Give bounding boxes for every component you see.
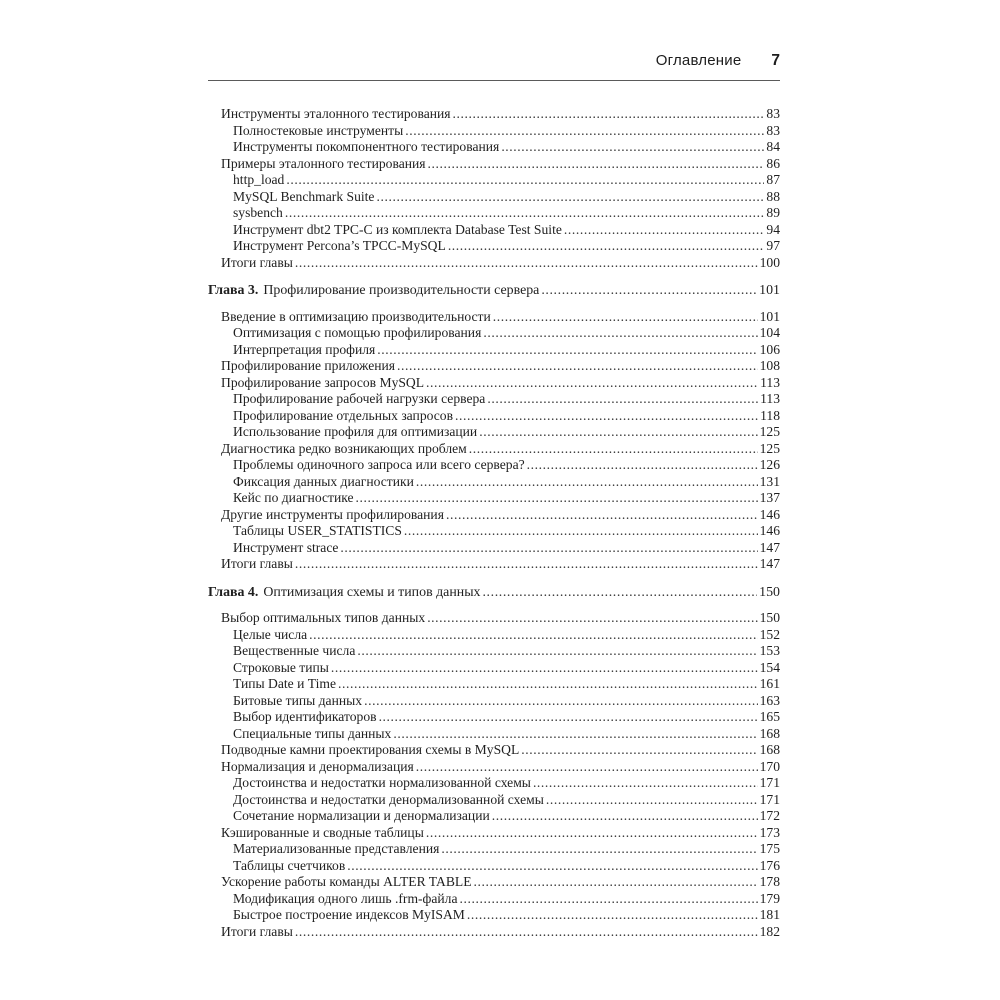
- toc-entry-title: Интерпретация профиля: [233, 341, 376, 357]
- toc-entry-title: Использование профиля для оптимизации: [233, 424, 478, 439]
- dot-leader: [446, 507, 758, 524]
- toc-page-number: 108: [759, 358, 780, 373]
- toc-entry-title: Фиксация данных диагностики: [233, 473, 414, 489]
- toc-entry-row: [208, 759, 780, 776]
- toc-entry-title: Выбор оптимальных типов данных: [221, 610, 426, 625]
- toc-entry-title: Профилирование запросов MySQL: [221, 374, 425, 390]
- toc-page-number: 179: [759, 890, 780, 906]
- toc-page-number: 146: [759, 523, 780, 538]
- toc-entry-row: [208, 660, 780, 677]
- dot-leader: [295, 255, 758, 272]
- toc-entry-title: Битовые типы данных: [233, 692, 363, 708]
- toc-entry-row: [208, 255, 780, 272]
- dot-leader: [501, 139, 764, 156]
- toc-entry-title: Достоинства и недостатки денормализованной схемы: [233, 791, 544, 807]
- dot-leader: [379, 709, 758, 726]
- dot-leader: [469, 441, 758, 458]
- toc-entry-title: Специальные типы данных: [233, 725, 392, 741]
- toc-entry-row: [208, 808, 780, 825]
- toc-entry-title: Оптимизация схемы и типов данных: [263, 584, 481, 600]
- dot-leader: [487, 391, 758, 408]
- toc-entry-row: [208, 408, 780, 425]
- dot-leader: [493, 309, 758, 326]
- toc-entry-row: [208, 358, 780, 375]
- toc-entry-row: [208, 858, 780, 875]
- dot-leader: [474, 874, 758, 891]
- toc-page-number: 178: [759, 874, 780, 889]
- toc-entry-title: Инструменты покомпонентного тестирования: [233, 139, 500, 154]
- toc-entry-title: Профилирование отдельных запросов: [233, 407, 453, 423]
- dot-leader: [533, 775, 758, 792]
- dot-leader: [426, 375, 758, 392]
- toc-entry-row: [208, 106, 780, 123]
- toc-page-number: 100: [759, 254, 780, 270]
- toc-entry-row: [208, 627, 780, 644]
- toc-entry-title: Итоги главы: [221, 923, 293, 939]
- dot-leader: [405, 123, 764, 140]
- dot-leader: [453, 106, 765, 123]
- toc-entry-row: [208, 205, 780, 222]
- toc-page-number: 131: [759, 473, 780, 489]
- toc-entry-row: [208, 726, 780, 743]
- toc-entry-title: Сочетание нормализации и денормализации: [233, 808, 490, 823]
- toc-page-number: 88: [766, 188, 780, 204]
- toc-entry-row: [208, 709, 780, 726]
- toc-entry-title: Примеры эталонного тестирования: [221, 155, 426, 171]
- toc-entry-row: [208, 441, 780, 458]
- toc-page-number: 153: [759, 643, 780, 658]
- toc-entry-title: Введение в оптимизацию производительности: [221, 308, 491, 324]
- toc-entry-row: [208, 172, 780, 189]
- toc-entry-title: Типы Date и Time: [233, 676, 336, 691]
- chapter-prefix: Глава 3.: [208, 283, 259, 298]
- dot-leader: [460, 891, 758, 908]
- toc-entry-row: [208, 693, 780, 710]
- dot-leader: [377, 342, 757, 359]
- dot-leader: [338, 676, 758, 693]
- toc-entry-row: [208, 676, 780, 693]
- toc-entry-row: [208, 775, 780, 792]
- toc-entry-title: Проблемы одиночного запроса или всего сервера?: [233, 457, 525, 472]
- toc-entry-title: Итоги главы: [221, 556, 293, 571]
- dot-leader: [416, 759, 758, 776]
- toc-page-number: 126: [759, 457, 780, 472]
- dot-leader: [295, 556, 758, 573]
- toc-page-number: 171: [759, 775, 780, 790]
- dot-leader: [482, 585, 757, 602]
- toc-entry-title: Другие инструменты профилирования: [221, 506, 444, 522]
- toc-page-number: 154: [759, 659, 780, 675]
- dot-leader: [285, 205, 765, 222]
- toc-entry-row: [208, 309, 780, 326]
- dot-leader: [564, 222, 765, 239]
- toc-entry-row: [208, 189, 780, 206]
- toc-entry-title: Инструменты эталонного тестирования: [221, 106, 451, 121]
- dot-leader: [364, 693, 758, 710]
- toc-entry-row: [208, 523, 780, 540]
- toc-page-number: 83: [766, 106, 780, 121]
- toc-page-number: 113: [760, 374, 780, 390]
- dot-leader: [356, 490, 758, 507]
- dot-leader: [455, 408, 758, 425]
- table-of-contents: [208, 106, 780, 940]
- page-header: [208, 52, 780, 70]
- toc-page-number: 161: [759, 676, 780, 691]
- dot-leader: [416, 474, 758, 491]
- toc-entry-title: Инструмент Percona’s TPCC-MySQL: [233, 238, 446, 253]
- toc-page-number: 106: [759, 341, 780, 357]
- toc-page-number: 165: [759, 709, 780, 724]
- toc-page-number: 118: [760, 407, 780, 423]
- toc-entry-row: [208, 742, 780, 759]
- toc-entry-title: Профилирование рабочей нагрузки сервера: [233, 391, 486, 406]
- dot-leader: [393, 726, 757, 743]
- toc-entry-title: Ускорение работы команды ALTER TABLE: [221, 874, 472, 889]
- toc-entry-title: http_load: [233, 172, 285, 187]
- toc-entry-row: [208, 457, 780, 474]
- toc-entry-title: sysbench: [233, 205, 283, 220]
- header-rule: [208, 80, 780, 81]
- toc-entry-row: [208, 891, 780, 908]
- toc-entry-title: Полностековые инструменты: [233, 122, 404, 138]
- dot-leader: [492, 808, 758, 825]
- toc-page-number: 97: [766, 238, 780, 253]
- toc-entry-row: [208, 342, 780, 359]
- toc-page-number: 171: [759, 791, 780, 807]
- dot-leader: [309, 627, 757, 644]
- toc-entry-title: Диагностика редко возникающих проблем: [221, 440, 467, 456]
- toc-entry-row: [208, 907, 780, 924]
- toc-entry-title: Кэшированные и сводные таблицы: [221, 824, 424, 840]
- dot-leader: [397, 358, 758, 375]
- toc-entry-row: [208, 375, 780, 392]
- toc-entry-row: [208, 238, 780, 255]
- toc-page-number: 163: [759, 692, 780, 708]
- toc-page-number: 170: [759, 758, 780, 774]
- toc-page-number: 86: [766, 155, 780, 171]
- dot-leader: [448, 238, 765, 255]
- toc-page-number: 83: [766, 122, 780, 138]
- dot-leader: [428, 156, 765, 173]
- toc-page-number: 125: [759, 440, 780, 456]
- toc-entry-title: MySQL Benchmark Suite: [233, 188, 375, 204]
- toc-entry-row: [208, 556, 780, 573]
- dot-leader: [541, 283, 757, 300]
- dot-leader: [427, 610, 757, 627]
- toc-page-number: 113: [760, 391, 780, 406]
- toc-page-number: 101: [759, 308, 780, 324]
- toc-entry-title: Достоинства и недостатки нормализованной схемы: [233, 775, 531, 790]
- toc-entry-title: Выбор идентификаторов: [233, 709, 377, 724]
- toc-entry-row: [208, 792, 780, 809]
- toc-page-number: 150: [759, 584, 780, 600]
- header-page-number: 7: [771, 52, 780, 69]
- toc-entry-title: Таблицы USER_STATISTICS: [233, 523, 402, 538]
- toc-entry-row: [208, 643, 780, 660]
- dot-leader: [295, 924, 758, 941]
- toc-entry-row: [208, 841, 780, 858]
- toc-entry-title: Строковые типы: [233, 659, 329, 675]
- toc-page-number: 147: [759, 539, 780, 555]
- toc-entry-title: Подводные камни проектирования схемы в MySQL: [221, 742, 520, 757]
- toc-page-number: 147: [759, 556, 780, 571]
- dot-leader: [347, 858, 757, 875]
- toc-page-number: 150: [759, 610, 780, 625]
- dot-leader: [426, 825, 758, 842]
- toc-entry-title: Быстрое построение индексов MyISAM: [233, 907, 465, 922]
- toc-page-number: 181: [759, 907, 780, 922]
- toc-entry-row: [208, 156, 780, 173]
- toc-entry-title: Нормализация и денормализация: [221, 758, 414, 774]
- toc-entry-row: [208, 424, 780, 441]
- dot-leader: [286, 172, 764, 189]
- toc-page-number: 84: [766, 139, 780, 154]
- toc-page-number: 182: [759, 923, 780, 939]
- toc-page-number: 104: [759, 325, 780, 340]
- toc-entry-title: Модификация одного лишь .frm-файла: [233, 890, 458, 906]
- toc-entry-row: [208, 825, 780, 842]
- header-title: Оглавление: [655, 52, 742, 69]
- toc-entry-title: Профилирование производительности сервера: [263, 283, 540, 298]
- dot-leader: [331, 660, 758, 677]
- toc-entry-title: Таблицы счетчиков: [233, 857, 346, 873]
- dot-leader: [441, 841, 757, 858]
- toc-entry-row: [208, 139, 780, 156]
- dot-leader: [467, 907, 758, 924]
- toc-chapter-row: [208, 283, 780, 300]
- toc-entry-title: Инструмент strace: [233, 539, 339, 555]
- toc-entry-row: [208, 123, 780, 140]
- dot-leader: [357, 643, 757, 660]
- toc-entry-row: [208, 507, 780, 524]
- toc-page-number: 173: [759, 824, 780, 840]
- toc-entry-title: Вещественные числа: [233, 643, 356, 658]
- toc-entry-title: Материализованные представления: [233, 841, 440, 856]
- toc-entry-title: Целые числа: [233, 626, 308, 642]
- toc-entry-row: [208, 610, 780, 627]
- dot-leader: [479, 424, 757, 441]
- toc-page-number: 125: [759, 424, 780, 439]
- dot-leader: [521, 742, 757, 759]
- toc-page-number: 89: [766, 205, 780, 220]
- toc-page-number: 146: [759, 506, 780, 522]
- dot-leader: [527, 457, 758, 474]
- toc-page-number: 137: [759, 490, 780, 505]
- toc-entry-row: [208, 222, 780, 239]
- toc-entry-row: [208, 490, 780, 507]
- toc-chapter-row: [208, 585, 780, 602]
- toc-page-number: 168: [759, 725, 780, 741]
- toc-page-number: 101: [759, 283, 780, 298]
- toc-page-number: 168: [759, 742, 780, 757]
- chapter-prefix: Глава 4.: [208, 584, 259, 600]
- dot-leader: [546, 792, 758, 809]
- dot-leader: [404, 523, 758, 540]
- toc-entry-row: [208, 924, 780, 941]
- dot-leader: [376, 189, 764, 206]
- toc-entry-row: [208, 874, 780, 891]
- toc-entry-title: Профилирование приложения: [221, 358, 396, 373]
- toc-page-number: 176: [759, 857, 780, 873]
- toc-entry-row: [208, 474, 780, 491]
- dot-leader: [483, 325, 757, 342]
- toc-page-number: 94: [766, 221, 780, 237]
- toc-entry-row: [208, 325, 780, 342]
- toc-entry-title: Кейс по диагностике: [233, 490, 354, 505]
- toc-entry-row: [208, 540, 780, 557]
- toc-entry-row: [208, 391, 780, 408]
- toc-page-number: 87: [766, 172, 780, 187]
- toc-page-number: 172: [759, 808, 780, 823]
- dot-leader: [340, 540, 757, 557]
- toc-page-number: 152: [759, 626, 780, 642]
- toc-entry-title: Инструмент dbt2 TPC-C из комплекта Database Test Suite: [233, 221, 562, 237]
- toc-page-number: 175: [759, 841, 780, 856]
- toc-entry-title: Итоги главы: [221, 254, 293, 270]
- toc-entry-title: Оптимизация с помощью профилирования: [233, 325, 482, 340]
